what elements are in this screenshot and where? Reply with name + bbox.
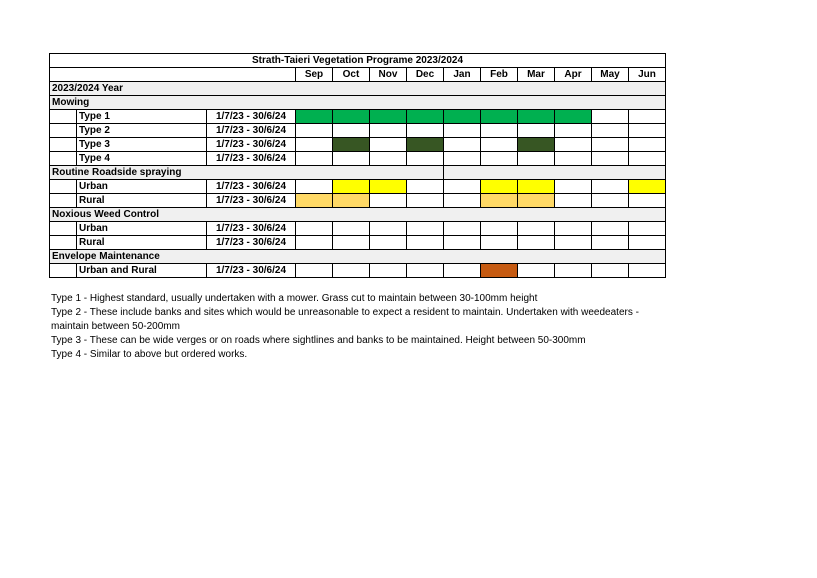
- schedule-cell-apr: [555, 110, 592, 124]
- schedule-cell-feb: [481, 138, 518, 152]
- schedule-cell-jan: [444, 222, 481, 236]
- schedule-cell-dec: [407, 222, 444, 236]
- schedule-cell-mar: [518, 138, 555, 152]
- year-label: 2023/2024 Year: [50, 82, 666, 96]
- row-date-range: 1/7/23 - 30/6/24: [207, 138, 296, 152]
- schedule-cell-feb: [481, 264, 518, 278]
- table-row: [50, 152, 666, 166]
- schedule-cell-jun: [629, 152, 666, 166]
- schedule-cell-feb: [481, 124, 518, 138]
- row-indent: [50, 180, 77, 194]
- schedule-cell-apr: [555, 264, 592, 278]
- schedule-cell-jun: [629, 124, 666, 138]
- title-row: [50, 54, 666, 68]
- schedule-cell-dec: [407, 236, 444, 250]
- schedule-cell-jan: [444, 124, 481, 138]
- row-date-range: 1/7/23 - 30/6/24: [207, 110, 296, 124]
- row-date-range: 1/7/23 - 30/6/24: [207, 124, 296, 138]
- schedule-cell-jun: [629, 194, 666, 208]
- schedule-cell-jan: [444, 152, 481, 166]
- schedule-cell-mar: [518, 180, 555, 194]
- schedule-cell-apr: [555, 124, 592, 138]
- row-label: Type 3: [77, 138, 207, 152]
- schedule-cell-sep: [296, 110, 333, 124]
- row-indent: [50, 110, 77, 124]
- schedule-cell-apr: [555, 152, 592, 166]
- schedule-cell-feb: [481, 194, 518, 208]
- schedule-cell-mar: [518, 236, 555, 250]
- table-row: [50, 264, 666, 278]
- section-title: Envelope Maintenance: [50, 250, 666, 264]
- schedule-cell-nov: [370, 138, 407, 152]
- schedule-cell-feb: [481, 110, 518, 124]
- schedule-cell-nov: [370, 124, 407, 138]
- schedule-cell-mar: [518, 194, 555, 208]
- schedule-cell-feb: [481, 236, 518, 250]
- schedule-cell-apr: [555, 138, 592, 152]
- table-row: [50, 236, 666, 250]
- row-date-range: 1/7/23 - 30/6/24: [207, 222, 296, 236]
- row-indent: [50, 194, 77, 208]
- schedule-cell-sep: [296, 124, 333, 138]
- schedule-cell-jan: [444, 264, 481, 278]
- notes-block: [51, 292, 651, 362]
- row-label: Urban: [77, 180, 207, 194]
- schedule-cell-may: [592, 180, 629, 194]
- month-header-feb: Feb: [481, 68, 518, 82]
- month-header-blank: [50, 68, 296, 82]
- schedule-cell-sep: [296, 236, 333, 250]
- month-header-oct: Oct: [333, 68, 370, 82]
- schedule-cell-sep: [296, 264, 333, 278]
- schedule-cell-jun: [629, 222, 666, 236]
- row-indent: [50, 222, 77, 236]
- schedule-cell-jan: [444, 138, 481, 152]
- row-date-range: 1/7/23 - 30/6/24: [207, 180, 296, 194]
- row-label: Rural: [77, 194, 207, 208]
- schedule-cell-jan: [444, 194, 481, 208]
- schedule-cell-apr: [555, 236, 592, 250]
- row-indent: [50, 138, 77, 152]
- month-header-jun: Jun: [629, 68, 666, 82]
- row-date-range: 1/7/23 - 30/6/24: [207, 152, 296, 166]
- schedule-cell-jun: [629, 138, 666, 152]
- table-row: [50, 222, 666, 236]
- schedule-cell-oct: [333, 194, 370, 208]
- schedule-cell-nov: [370, 222, 407, 236]
- schedule-cell-may: [592, 138, 629, 152]
- schedule-cell-dec: [407, 180, 444, 194]
- schedule-cell-oct: [333, 180, 370, 194]
- schedule-cell-sep: [296, 152, 333, 166]
- schedule-cell-nov: [370, 180, 407, 194]
- schedule-cell-jan: [444, 180, 481, 194]
- month-header-jan: Jan: [444, 68, 481, 82]
- schedule-cell-may: [592, 124, 629, 138]
- row-indent: [50, 124, 77, 138]
- section-filler: [444, 166, 666, 180]
- month-header-sep: Sep: [296, 68, 333, 82]
- schedule-cell-oct: [333, 152, 370, 166]
- section-row: [50, 96, 666, 110]
- schedule-cell-nov: [370, 194, 407, 208]
- schedule-cell-jan: [444, 110, 481, 124]
- row-date-range: 1/7/23 - 30/6/24: [207, 264, 296, 278]
- schedule-cell-dec: [407, 124, 444, 138]
- schedule-cell-oct: [333, 264, 370, 278]
- note-line: Type 3 - These can be wide verges or on roads where sightlines and banks to be maintained. Height between 50-300mm: [51, 335, 586, 346]
- table-row: [50, 110, 666, 124]
- schedule-cell-mar: [518, 222, 555, 236]
- schedule-cell-feb: [481, 222, 518, 236]
- schedule-cell-sep: [296, 222, 333, 236]
- schedule-cell-jun: [629, 264, 666, 278]
- row-label: Type 2: [77, 124, 207, 138]
- note-line: Type 2 - These include banks and sites which would be unreasonable to expect a resident to maintain. Undertaken with weedeaters - maintain between 50-200mm: [51, 307, 639, 332]
- row-label: Type 1: [77, 110, 207, 124]
- row-label: Type 4: [77, 152, 207, 166]
- schedule-cell-feb: [481, 180, 518, 194]
- schedule-cell-nov: [370, 152, 407, 166]
- schedule-cell-mar: [518, 264, 555, 278]
- note-line: Type 4 - Similar to above but ordered works.: [51, 349, 248, 360]
- schedule-cell-oct: [333, 124, 370, 138]
- schedule-cell-sep: [296, 194, 333, 208]
- row-label: Urban: [77, 222, 207, 236]
- schedule-cell-oct: [333, 222, 370, 236]
- schedule-cell-apr: [555, 180, 592, 194]
- table-title: Strath-Taieri Vegetation Programe 2023/2024: [50, 54, 666, 68]
- schedule-cell-feb: [481, 152, 518, 166]
- section-title: Mowing: [50, 96, 666, 110]
- schedule-cell-oct: [333, 110, 370, 124]
- schedule-cell-oct: [333, 236, 370, 250]
- row-label: Urban and Rural: [77, 264, 207, 278]
- year-row: [50, 82, 666, 96]
- schedule-cell-nov: [370, 110, 407, 124]
- schedule-cell-dec: [407, 194, 444, 208]
- month-header-may: May: [592, 68, 629, 82]
- month-header-apr: Apr: [555, 68, 592, 82]
- section-row: [50, 208, 666, 222]
- schedule-cell-jun: [629, 180, 666, 194]
- schedule-cell-may: [592, 264, 629, 278]
- schedule-cell-jun: [629, 236, 666, 250]
- section-title: Routine Roadside spraying: [50, 166, 444, 180]
- month-header-row: [50, 68, 666, 82]
- row-indent: [50, 152, 77, 166]
- schedule-cell-jan: [444, 236, 481, 250]
- vegetation-schedule-table: [49, 53, 666, 278]
- note-line: Type 1 - Highest standard, usually undertaken with a mower. Grass cut to maintain between 30-100mm height: [51, 293, 538, 304]
- month-header-mar: Mar: [518, 68, 555, 82]
- schedule-cell-nov: [370, 236, 407, 250]
- schedule-cell-may: [592, 152, 629, 166]
- row-label: Rural: [77, 236, 207, 250]
- schedule-cell-nov: [370, 264, 407, 278]
- section-row: [50, 250, 666, 264]
- schedule-cell-may: [592, 194, 629, 208]
- month-header-dec: Dec: [407, 68, 444, 82]
- schedule-cell-sep: [296, 138, 333, 152]
- schedule-cell-apr: [555, 222, 592, 236]
- schedule-cell-dec: [407, 138, 444, 152]
- schedule-cell-dec: [407, 110, 444, 124]
- schedule-cell-mar: [518, 110, 555, 124]
- row-indent: [50, 264, 77, 278]
- row-date-range: 1/7/23 - 30/6/24: [207, 236, 296, 250]
- schedule-cell-dec: [407, 152, 444, 166]
- row-date-range: 1/7/23 - 30/6/24: [207, 194, 296, 208]
- month-header-nov: Nov: [370, 68, 407, 82]
- schedule-cell-oct: [333, 138, 370, 152]
- schedule-cell-apr: [555, 194, 592, 208]
- table-row: [50, 180, 666, 194]
- schedule-cell-mar: [518, 152, 555, 166]
- row-indent: [50, 236, 77, 250]
- schedule-cell-dec: [407, 264, 444, 278]
- schedule-cell-mar: [518, 124, 555, 138]
- schedule-cell-sep: [296, 180, 333, 194]
- schedule-cell-may: [592, 222, 629, 236]
- table-row: [50, 194, 666, 208]
- section-row: [50, 166, 666, 180]
- schedule-cell-may: [592, 236, 629, 250]
- table-row: [50, 138, 666, 152]
- schedule-cell-may: [592, 110, 629, 124]
- table-row: [50, 124, 666, 138]
- section-title: Noxious Weed Control: [50, 208, 666, 222]
- schedule-cell-jun: [629, 110, 666, 124]
